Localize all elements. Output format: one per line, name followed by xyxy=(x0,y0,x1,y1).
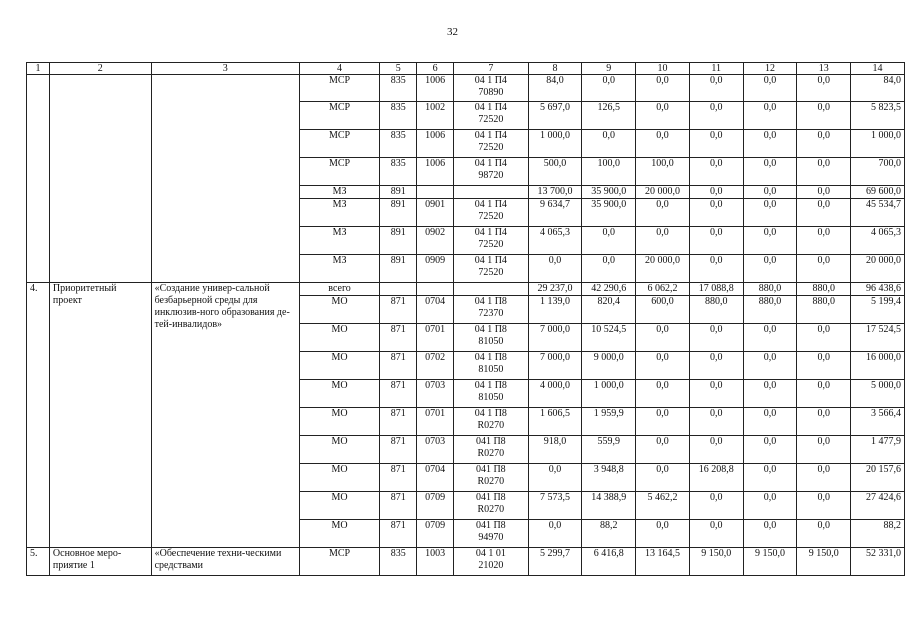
total-value: 84,0 xyxy=(851,75,905,102)
total-value: 17 524,5 xyxy=(851,324,905,352)
year-value: 0,0 xyxy=(797,464,851,492)
target-article-code xyxy=(454,436,529,464)
item-type: Основное меро-приятие 1 xyxy=(49,548,151,576)
year-value: 0,0 xyxy=(797,199,851,227)
column-header: 11 xyxy=(689,63,743,75)
executor-code: МСР xyxy=(299,130,379,158)
year-value: 3 948,8 xyxy=(582,464,636,492)
total-value: 5 199,4 xyxy=(851,296,905,324)
executor-code: МО xyxy=(299,324,379,352)
year-value: 0,0 xyxy=(636,408,690,436)
item-name xyxy=(151,75,299,283)
executor-code: МО xyxy=(299,520,379,548)
year-value: 9 000,0 xyxy=(582,352,636,380)
target-article-part: 041 П8 xyxy=(475,520,506,531)
executor-code: МЗ xyxy=(299,186,379,199)
section-code xyxy=(417,283,454,296)
year-value: 0,0 xyxy=(797,352,851,380)
total-value: 1 477,9 xyxy=(851,436,905,464)
target-article-part: 041 П8 xyxy=(475,464,506,475)
section-code: 0909 xyxy=(417,255,454,283)
year-value: 0,0 xyxy=(797,75,851,102)
year-value: 600,0 xyxy=(636,296,690,324)
year-value: 0,0 xyxy=(689,199,743,227)
target-article-part: R0270 xyxy=(477,476,505,487)
year-value: 0,0 xyxy=(743,520,797,548)
grbs-code: 871 xyxy=(380,380,417,408)
target-article-code xyxy=(454,464,529,492)
year-value: 1 000,0 xyxy=(528,130,582,158)
year-value: 0,0 xyxy=(582,130,636,158)
year-value: 16 208,8 xyxy=(689,464,743,492)
target-article-code xyxy=(454,255,529,283)
column-number-row xyxy=(27,63,905,75)
section-code: 1006 xyxy=(417,130,454,158)
table-row xyxy=(27,75,905,102)
target-article-code xyxy=(454,408,529,436)
total-value: 45 534,7 xyxy=(851,199,905,227)
year-value: 1 000,0 xyxy=(582,380,636,408)
grbs-code: 871 xyxy=(380,436,417,464)
year-value: 100,0 xyxy=(582,158,636,186)
executor-code: всего xyxy=(299,283,379,296)
year-value: 0,0 xyxy=(797,158,851,186)
item-name: «Обеспечение техни-ческими средствами xyxy=(151,548,299,576)
year-value: 0,0 xyxy=(743,130,797,158)
target-article-code xyxy=(454,283,529,296)
target-article-part: 04 1 П4 xyxy=(474,130,507,141)
year-value: 0,0 xyxy=(689,186,743,199)
table-row xyxy=(27,548,905,576)
year-value: 0,0 xyxy=(528,255,582,283)
year-value: 0,0 xyxy=(636,199,690,227)
target-article-part: 72370 xyxy=(478,308,504,319)
target-article-code xyxy=(454,199,529,227)
target-article-part: 81050 xyxy=(478,364,504,375)
column-header: 14 xyxy=(851,63,905,75)
year-value: 0,0 xyxy=(743,75,797,102)
year-value: 35 900,0 xyxy=(582,186,636,199)
year-value: 0,0 xyxy=(743,102,797,130)
section-code: 0709 xyxy=(417,520,454,548)
year-value: 0,0 xyxy=(689,102,743,130)
year-value: 7 000,0 xyxy=(528,324,582,352)
year-value: 0,0 xyxy=(636,130,690,158)
column-header: 2 xyxy=(49,63,151,75)
executor-code: МЗ xyxy=(299,199,379,227)
item-name: «Создание универ-сальной безбарьерной среды для инклюзив-ного образования де-тей-инвалидов» xyxy=(151,283,299,548)
target-article-code xyxy=(454,492,529,520)
section-code: 1006 xyxy=(417,75,454,102)
grbs-code: 871 xyxy=(380,492,417,520)
year-value: 9 150,0 xyxy=(797,548,851,576)
target-article-part: 04 1 П8 xyxy=(474,352,507,363)
section-code: 1006 xyxy=(417,158,454,186)
page-number: 32 xyxy=(447,26,458,38)
item-number xyxy=(27,75,50,283)
column-header: 4 xyxy=(299,63,379,75)
year-value: 0,0 xyxy=(636,324,690,352)
total-value: 69 600,0 xyxy=(851,186,905,199)
year-value: 880,0 xyxy=(743,296,797,324)
year-value: 1 959,9 xyxy=(582,408,636,436)
grbs-code: 891 xyxy=(380,227,417,255)
year-value: 5 697,0 xyxy=(528,102,582,130)
target-article-part: R0270 xyxy=(477,448,505,459)
target-article-part: 72520 xyxy=(478,239,504,250)
year-value: 7 573,5 xyxy=(528,492,582,520)
column-header: 1 xyxy=(27,63,50,75)
total-value: 88,2 xyxy=(851,520,905,548)
year-value: 1 606,5 xyxy=(528,408,582,436)
section-code xyxy=(417,186,454,199)
year-value: 6 416,8 xyxy=(582,548,636,576)
target-article-code xyxy=(454,296,529,324)
column-header: 9 xyxy=(582,63,636,75)
year-value: 0,0 xyxy=(528,464,582,492)
target-article-code xyxy=(454,130,529,158)
grbs-code: 891 xyxy=(380,186,417,199)
year-value: 0,0 xyxy=(582,227,636,255)
target-article-code xyxy=(454,324,529,352)
year-value: 0,0 xyxy=(689,130,743,158)
target-article-part: 04 1 П4 xyxy=(474,158,507,169)
column-header: 5 xyxy=(380,63,417,75)
year-value: 0,0 xyxy=(797,380,851,408)
target-article-part: 04 1 П8 xyxy=(474,324,507,335)
executor-code: МЗ xyxy=(299,227,379,255)
item-number: 4. xyxy=(27,283,50,548)
table-body xyxy=(27,63,905,576)
year-value: 10 524,5 xyxy=(582,324,636,352)
executor-code: МО xyxy=(299,380,379,408)
executor-code: МО xyxy=(299,352,379,380)
year-value: 0,0 xyxy=(797,408,851,436)
target-article-part: 04 1 П4 xyxy=(474,227,507,238)
section-code: 0703 xyxy=(417,436,454,464)
grbs-code: 835 xyxy=(380,158,417,186)
grbs-code: 835 xyxy=(380,548,417,576)
executor-code: МО xyxy=(299,408,379,436)
year-value: 0,0 xyxy=(797,186,851,199)
year-value: 0,0 xyxy=(689,352,743,380)
target-article-part: 04 1 П8 xyxy=(474,408,507,419)
year-value: 0,0 xyxy=(582,255,636,283)
year-value: 84,0 xyxy=(528,75,582,102)
year-value: 0,0 xyxy=(689,520,743,548)
year-value: 5 462,2 xyxy=(636,492,690,520)
year-value: 9 150,0 xyxy=(689,548,743,576)
year-value: 0,0 xyxy=(636,227,690,255)
executor-code: МЗ xyxy=(299,255,379,283)
year-value: 0,0 xyxy=(743,464,797,492)
year-value: 880,0 xyxy=(743,283,797,296)
year-value: 100,0 xyxy=(636,158,690,186)
year-value: 0,0 xyxy=(743,352,797,380)
target-article-code xyxy=(454,75,529,102)
grbs-code: 891 xyxy=(380,255,417,283)
target-article-part: 72520 xyxy=(478,267,504,278)
year-value: 0,0 xyxy=(689,75,743,102)
year-value: 0,0 xyxy=(743,186,797,199)
target-article-code xyxy=(454,548,529,576)
total-value: 5 000,0 xyxy=(851,380,905,408)
year-value: 0,0 xyxy=(636,75,690,102)
year-value: 35 900,0 xyxy=(582,199,636,227)
year-value: 0,0 xyxy=(636,520,690,548)
year-value: 0,0 xyxy=(743,408,797,436)
year-value: 0,0 xyxy=(743,255,797,283)
year-value: 0,0 xyxy=(689,227,743,255)
total-value: 20 157,6 xyxy=(851,464,905,492)
year-value: 0,0 xyxy=(743,380,797,408)
year-value: 0,0 xyxy=(743,324,797,352)
year-value: 6 062,2 xyxy=(636,283,690,296)
year-value: 0,0 xyxy=(797,520,851,548)
target-article-part: 04 1 П8 xyxy=(474,380,507,391)
grbs-code: 871 xyxy=(380,408,417,436)
executor-code: МО xyxy=(299,464,379,492)
section-code: 0703 xyxy=(417,380,454,408)
year-value: 0,0 xyxy=(689,380,743,408)
target-article-code xyxy=(454,186,529,199)
executor-code: МСР xyxy=(299,158,379,186)
grbs-code: 835 xyxy=(380,130,417,158)
column-header: 8 xyxy=(528,63,582,75)
year-value: 7 000,0 xyxy=(528,352,582,380)
year-value: 0,0 xyxy=(528,520,582,548)
year-value: 88,2 xyxy=(582,520,636,548)
year-value: 0,0 xyxy=(797,130,851,158)
year-value: 0,0 xyxy=(689,408,743,436)
year-value: 0,0 xyxy=(689,158,743,186)
target-article-part: 70890 xyxy=(478,87,504,98)
target-article-part: 72520 xyxy=(478,211,504,222)
executor-code: МСР xyxy=(299,102,379,130)
total-value: 4 065,3 xyxy=(851,227,905,255)
year-value: 0,0 xyxy=(582,75,636,102)
total-value: 5 823,5 xyxy=(851,102,905,130)
target-article-part: 04 1 П4 xyxy=(474,199,507,210)
executor-code: МО xyxy=(299,436,379,464)
target-article-code xyxy=(454,158,529,186)
target-article-code xyxy=(454,227,529,255)
grbs-code: 835 xyxy=(380,75,417,102)
year-value: 126,5 xyxy=(582,102,636,130)
section-code: 1003 xyxy=(417,548,454,576)
target-article-code xyxy=(454,520,529,548)
year-value: 0,0 xyxy=(743,199,797,227)
target-article-part: 04 1 П8 xyxy=(474,296,507,307)
year-value: 0,0 xyxy=(689,255,743,283)
column-header: 3 xyxy=(151,63,299,75)
section-code: 1002 xyxy=(417,102,454,130)
year-value: 0,0 xyxy=(797,102,851,130)
target-article-code xyxy=(454,380,529,408)
grbs-code xyxy=(380,283,417,296)
executor-code: МСР xyxy=(299,75,379,102)
column-header: 6 xyxy=(417,63,454,75)
year-value: 500,0 xyxy=(528,158,582,186)
item-type: Приоритетный проект xyxy=(49,283,151,548)
section-code: 0709 xyxy=(417,492,454,520)
grbs-code: 891 xyxy=(380,199,417,227)
year-value: 29 237,0 xyxy=(528,283,582,296)
year-value: 0,0 xyxy=(743,158,797,186)
year-value: 918,0 xyxy=(528,436,582,464)
year-value: 880,0 xyxy=(689,296,743,324)
target-article-part: 04 1 01 xyxy=(475,548,506,559)
year-value: 0,0 xyxy=(636,436,690,464)
column-header: 10 xyxy=(636,63,690,75)
year-value: 0,0 xyxy=(689,324,743,352)
total-value: 16 000,0 xyxy=(851,352,905,380)
year-value: 13 164,5 xyxy=(636,548,690,576)
year-value: 0,0 xyxy=(689,492,743,520)
total-value: 1 000,0 xyxy=(851,130,905,158)
grbs-code: 871 xyxy=(380,296,417,324)
section-code: 0901 xyxy=(417,199,454,227)
year-value: 0,0 xyxy=(743,436,797,464)
year-value: 0,0 xyxy=(743,492,797,520)
section-code: 0701 xyxy=(417,324,454,352)
target-article-part: 94970 xyxy=(478,532,504,543)
executor-code: МО xyxy=(299,492,379,520)
target-article-part: 041 П8 xyxy=(475,436,506,447)
table-row xyxy=(27,283,905,296)
total-value: 20 000,0 xyxy=(851,255,905,283)
year-value: 9 634,7 xyxy=(528,199,582,227)
year-value: 20 000,0 xyxy=(636,186,690,199)
section-code: 0702 xyxy=(417,352,454,380)
item-number: 5. xyxy=(27,548,50,576)
year-value: 14 388,9 xyxy=(582,492,636,520)
target-article-part: 04 1 П4 xyxy=(474,255,507,266)
year-value: 5 299,7 xyxy=(528,548,582,576)
grbs-code: 871 xyxy=(380,464,417,492)
year-value: 1 139,0 xyxy=(528,296,582,324)
year-value: 0,0 xyxy=(636,102,690,130)
total-value: 700,0 xyxy=(851,158,905,186)
total-value: 27 424,6 xyxy=(851,492,905,520)
section-code: 0704 xyxy=(417,464,454,492)
year-value: 880,0 xyxy=(797,296,851,324)
year-value: 4 065,3 xyxy=(528,227,582,255)
column-header: 12 xyxy=(743,63,797,75)
target-article-part: 98720 xyxy=(478,170,504,181)
year-value: 42 290,6 xyxy=(582,283,636,296)
year-value: 0,0 xyxy=(797,436,851,464)
executor-code: МСР xyxy=(299,548,379,576)
year-value: 0,0 xyxy=(797,324,851,352)
budget-table xyxy=(26,62,905,576)
year-value: 0,0 xyxy=(689,436,743,464)
total-value: 52 331,0 xyxy=(851,548,905,576)
target-article-part: 81050 xyxy=(478,392,504,403)
grbs-code: 871 xyxy=(380,352,417,380)
target-article-part: 04 1 П4 xyxy=(474,102,507,113)
year-value: 17 088,8 xyxy=(689,283,743,296)
total-value: 3 566,4 xyxy=(851,408,905,436)
year-value: 9 150,0 xyxy=(743,548,797,576)
section-code: 0701 xyxy=(417,408,454,436)
grbs-code: 835 xyxy=(380,102,417,130)
target-article-part: R0270 xyxy=(477,504,505,515)
year-value: 880,0 xyxy=(797,283,851,296)
year-value: 20 000,0 xyxy=(636,255,690,283)
column-header: 13 xyxy=(797,63,851,75)
year-value: 0,0 xyxy=(797,227,851,255)
target-article-code xyxy=(454,352,529,380)
grbs-code: 871 xyxy=(380,520,417,548)
year-value: 559,9 xyxy=(582,436,636,464)
year-value: 0,0 xyxy=(797,492,851,520)
total-value: 96 438,6 xyxy=(851,283,905,296)
column-header: 7 xyxy=(454,63,529,75)
target-article-part: 72520 xyxy=(478,114,504,125)
year-value: 0,0 xyxy=(636,464,690,492)
section-code: 0902 xyxy=(417,227,454,255)
target-article-part: 04 1 П4 xyxy=(474,75,507,86)
target-article-part: 81050 xyxy=(478,336,504,347)
year-value: 0,0 xyxy=(797,255,851,283)
year-value: 820,4 xyxy=(582,296,636,324)
target-article-part: 21020 xyxy=(478,560,504,571)
target-article-part: 72520 xyxy=(478,142,504,153)
section-code: 0704 xyxy=(417,296,454,324)
target-article-code xyxy=(454,102,529,130)
target-article-part: R0270 xyxy=(477,420,505,431)
year-value: 0,0 xyxy=(636,380,690,408)
year-value: 0,0 xyxy=(743,227,797,255)
item-type xyxy=(49,75,151,283)
target-article-part: 041 П8 xyxy=(475,492,506,503)
year-value: 13 700,0 xyxy=(528,186,582,199)
executor-code: МО xyxy=(299,296,379,324)
year-value: 0,0 xyxy=(636,352,690,380)
year-value: 4 000,0 xyxy=(528,380,582,408)
grbs-code: 871 xyxy=(380,324,417,352)
